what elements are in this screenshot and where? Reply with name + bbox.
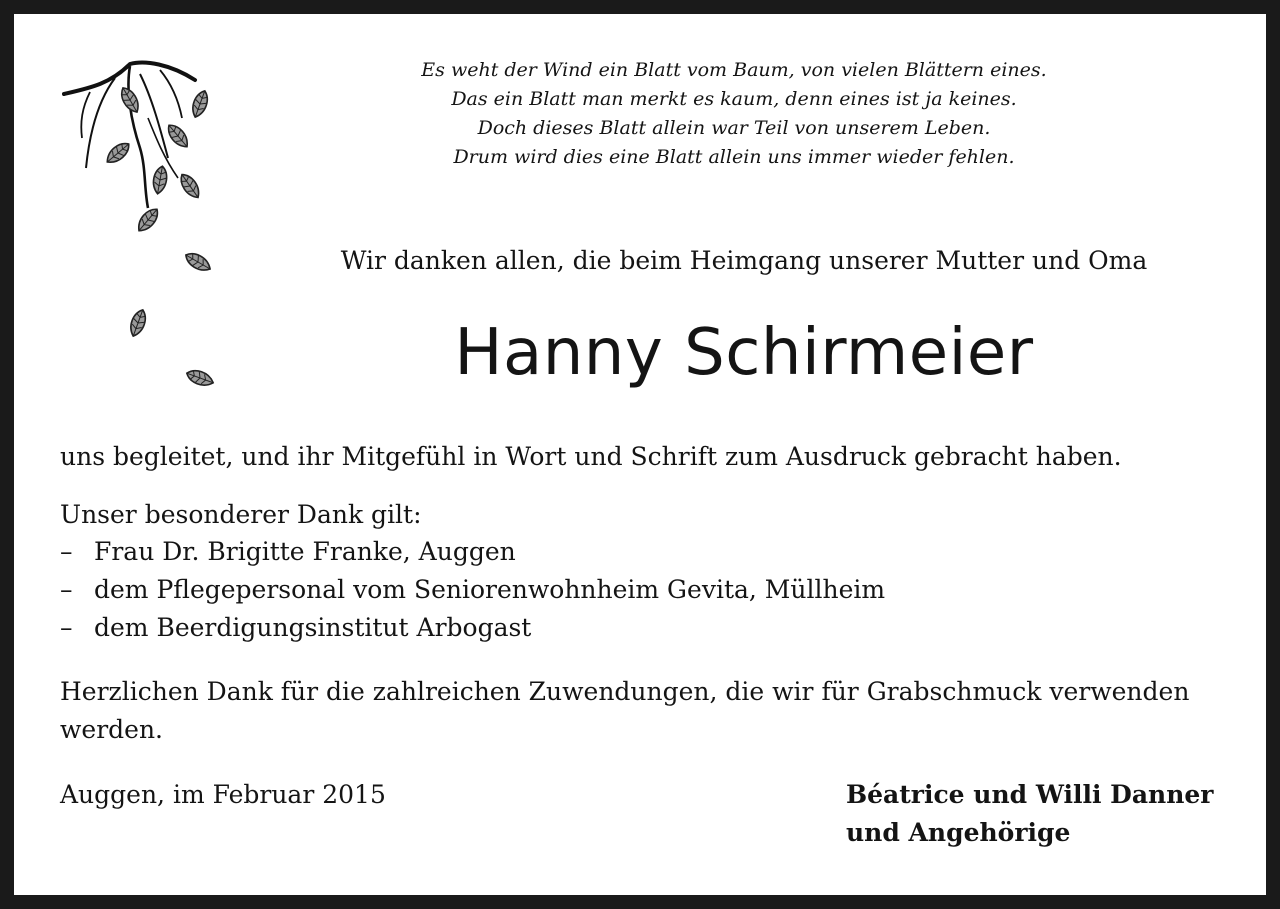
dash: – — [60, 537, 73, 566]
dash: – — [60, 575, 73, 604]
signature-line: und Angehörige — [846, 818, 1071, 847]
dash: – — [60, 613, 73, 642]
list-item: – dem Beerdigungsinstitut Arbogast — [60, 609, 885, 647]
poem-line: Das ein Blatt man merkt es kaum, denn eines ist ja keines. — [451, 88, 1017, 110]
list-item: – Frau Dr. Brigitte Franke, Auggen — [60, 533, 885, 571]
poem-line: Drum wird dies eine Blatt allein uns immer wieder fehlen. — [453, 146, 1015, 168]
closing-text: Herzlichen Dank für die zahlreichen Zuwendungen, die wir für Grabschmuck verwenden werden. — [60, 677, 1190, 744]
thanks-text: uns begleitet, und ihr Mitgefühl in Wort und Schrift zum Ausdruck gebracht haben. — [60, 442, 1122, 471]
poem-line: Doch dieses Blatt allein war Teil von unserem Leben. — [477, 117, 991, 139]
birch-branch-falling-leaves-icon — [60, 58, 240, 398]
special-thanks-list — [60, 533, 885, 647]
obituary-card — [14, 14, 1266, 895]
poem-line: Es weht der Wind ein Blatt vom Baum, von vielen Blättern eines. — [421, 59, 1047, 81]
special-thanks-heading: Unser besonderer Dank gilt: — [60, 500, 422, 529]
signature-line: Béatrice und Willi Danner — [846, 780, 1214, 809]
deceased-name: Hanny Schirmeier — [454, 316, 1034, 390]
poem — [344, 56, 1124, 172]
list-item: – dem Pflegepersonal vom Seniorenwohnheim Gevita, Müllheim — [60, 571, 885, 609]
intro-text: Wir danken allen, die beim Heimgang unserer Mutter und Oma — [340, 246, 1148, 275]
place-date: Auggen, im Februar 2015 — [60, 780, 386, 809]
signature — [846, 776, 1213, 852]
